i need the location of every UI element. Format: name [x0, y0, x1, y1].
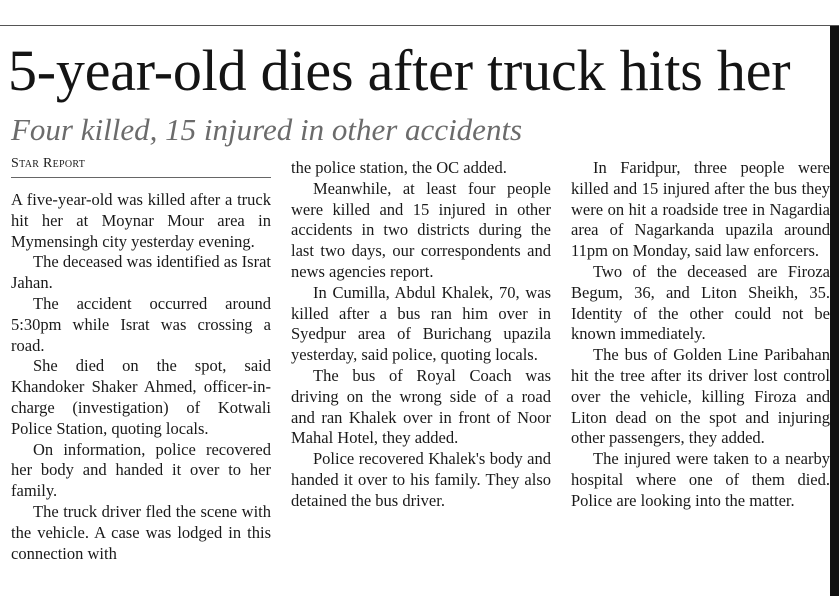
top-rule: [0, 25, 839, 26]
paragraph: A five-year-old was killed after a truck hit her at Moynar Mour area in Mymensingh city yesterday evening.: [11, 190, 271, 251]
page-edge-strip: [830, 26, 839, 596]
paragraph: The truck driver fled the scene with the vehicle. A case was lodged in this connection with: [11, 501, 271, 563]
byline: Star Report: [11, 156, 86, 171]
paragraph: On information, police recovered her body and handed it over to her family.: [11, 439, 271, 501]
paragraph: The deceased was identified as Israt Jahan.: [11, 252, 271, 293]
article-column-3: [571, 158, 830, 512]
paragraph: The accident occurred around 5:30pm while Israt was crossing a road.: [11, 293, 271, 355]
paragraph: The injured were taken to a nearby hospital where one of them died. Police are looking into the matter.: [571, 449, 830, 510]
subheadline: Four killed, 15 injured in other accidents: [11, 112, 523, 147]
headline: 5-year-old dies after truck hits her: [8, 38, 791, 103]
byline-rule: [11, 177, 271, 178]
paragraph: The bus of Royal Coach was driving on the wrong side of a road and ran Khalek over in front of Noor Mahal Hotel, they added.: [291, 365, 551, 448]
paragraph: Police recovered Khalek's body and handed it over to his family. They also detained the bus driver.: [291, 449, 551, 510]
paragraph: In Cumilla, Abdul Khalek, 70, was killed after a bus ran him over in Syedpur area of Burichang upazila yesterday, said police, quoting locals.: [291, 282, 551, 365]
paragraph: The bus of Golden Line Paribahan hit the tree after its driver lost control over the vehicle, killing Firoza and Liton dead on the spot and injuring other passengers, they added.: [571, 345, 830, 448]
paragraph: She died on the spot, said Khandoker Shaker Ahmed, officer-in-charge (investigation) of Kotwali Police Station, quoting locals.: [11, 356, 271, 438]
article-column-1: [11, 190, 271, 564]
paragraph: Meanwhile, at least four people were killed and 15 injured in other accidents in two districts during the last two days, our correspondents and news agencies report.: [291, 178, 551, 281]
paragraph: In Faridpur, three people were killed and 15 injured after the bus they were on hit a roadside tree in Nagardia area of Nagarkanda upazila around 11pm on Monday, said law enforcers.: [571, 158, 830, 261]
article-column-2: [291, 158, 551, 512]
paragraph: Two of the deceased are Firoza Begum, 36, and Liton Sheikh, 35. Identity of the other could not be known immediately.: [571, 261, 830, 344]
paragraph: the police station, the OC added.: [291, 158, 507, 177]
